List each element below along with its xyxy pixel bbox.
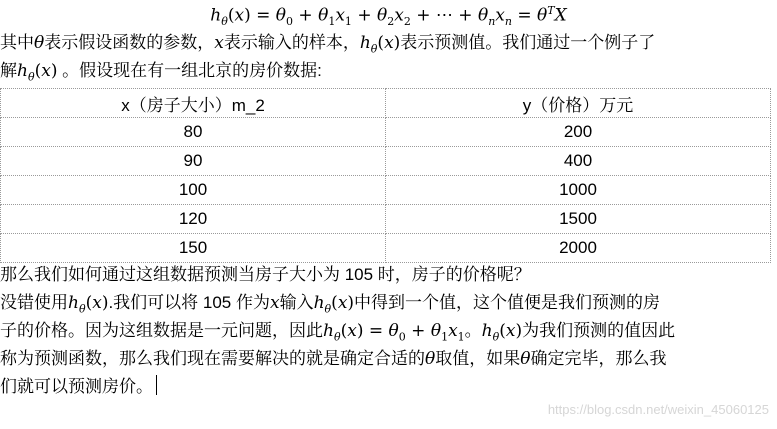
cell-price: 400 bbox=[386, 147, 771, 176]
house-price-table bbox=[0, 88, 771, 263]
cell-size: 100 bbox=[1, 176, 386, 205]
paragraph-intro-line2: 解$h_\theta(x)$ 。假设现在有一组北京的房价数据: bbox=[0, 61, 322, 84]
column-header-size: x（房子大小）m_2 bbox=[1, 89, 386, 118]
table-row bbox=[1, 118, 771, 147]
column-header-price: y（价格）万元 bbox=[386, 89, 771, 118]
cell-size: 150 bbox=[1, 234, 386, 263]
hypothesis-formula: $h_\theta(x) = \theta_0 + \theta_1x_1 + \theta_2x_2$ + ⋯ + $\theta_nx_n = \theta^TX$ bbox=[210, 4, 567, 29]
paragraph-explain-line3: 称为预测函数，那么我们现在需要解决的就是确定合适的θ取值，如果θ确定完毕，那么我 bbox=[0, 349, 667, 369]
cell-price: 2000 bbox=[386, 234, 771, 263]
table-row bbox=[1, 205, 771, 234]
text-cursor bbox=[156, 375, 157, 395]
cell-size: 80 bbox=[1, 118, 386, 147]
cell-price: 1500 bbox=[386, 205, 771, 234]
paragraph-explain-line1: 没错使用$h_\theta(x)$.我们可以将 105 作为x输入$h_\theta(x)$中得到一个值，这个值便是我们预测的房 bbox=[0, 293, 661, 316]
cell-size: 90 bbox=[1, 147, 386, 176]
table-row bbox=[1, 147, 771, 176]
paragraph-intro-line1: 其中θ表示假设函数的参数，x表示输入的样本，$h_\theta(x)$表示预测值。我们通过一个例子了 bbox=[0, 33, 656, 56]
table-header-row bbox=[1, 89, 771, 118]
cell-size: 120 bbox=[1, 205, 386, 234]
cell-price: 200 bbox=[386, 118, 771, 147]
watermark: https://blog.csdn.net/weixin_45060125 bbox=[547, 402, 769, 417]
paragraph-question: 那么我们如何通过这组数据预测当房子大小为 105 时，房子的价格呢？ bbox=[0, 265, 531, 284]
table-row bbox=[1, 176, 771, 205]
table-row bbox=[1, 234, 771, 263]
cell-price: 1000 bbox=[386, 176, 771, 205]
paragraph-explain-line4: 们就可以预测房价。 bbox=[0, 374, 157, 400]
paragraph-explain-line2: 子的价格。因为这组数据是一元问题，因此$h_\theta(x) = \theta_0 + \theta_1x_1$。$h_\theta(x)$为我们预测的值因此 bbox=[0, 321, 676, 344]
